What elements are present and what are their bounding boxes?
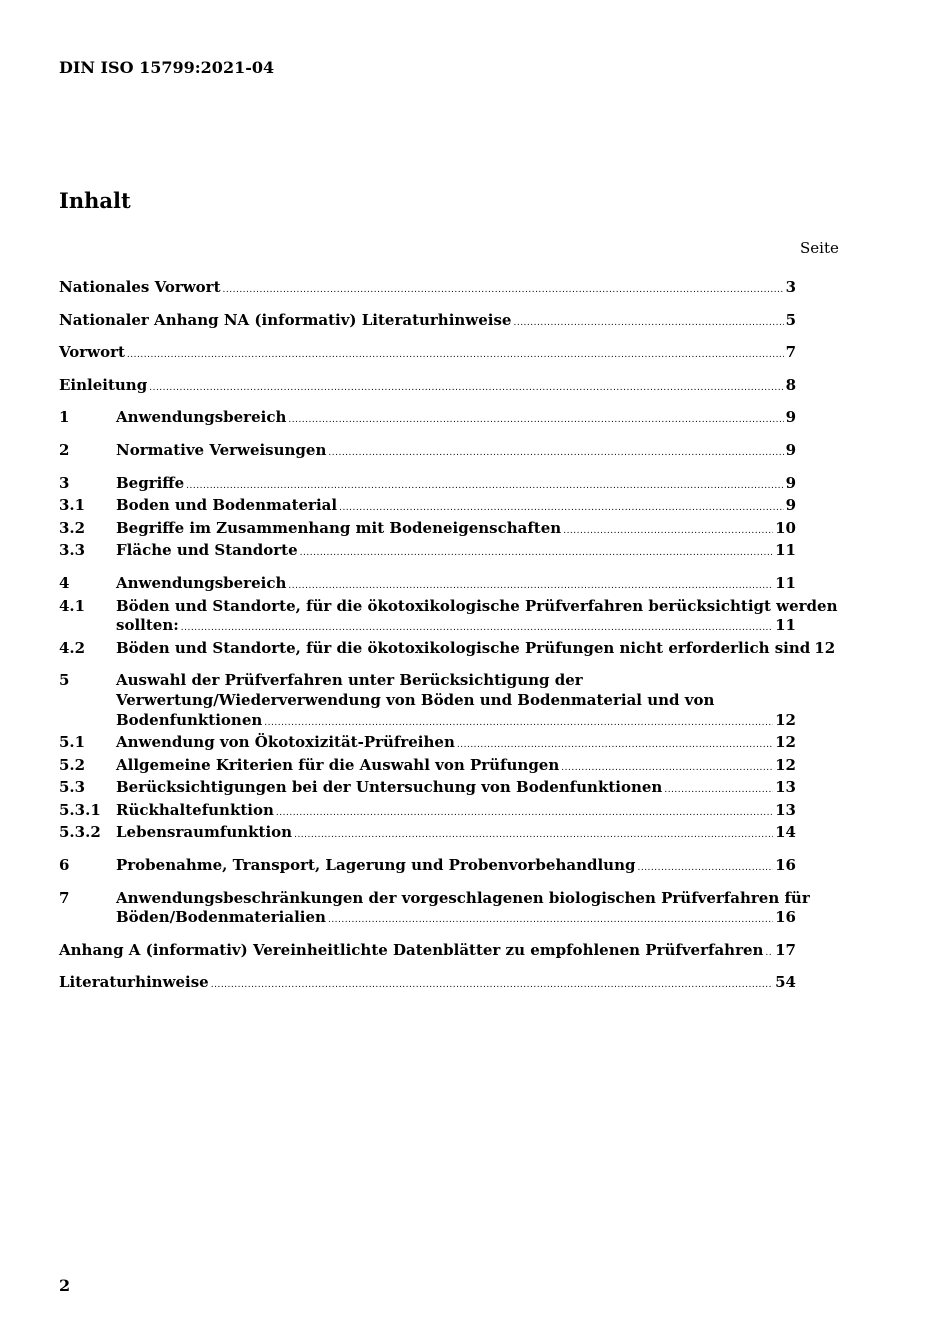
toc-entry-title: Literaturhinweise <box>59 973 209 992</box>
toc-entry-title: Berücksichtigungen bei der Untersuchung von Bodenfunktionen <box>116 778 663 797</box>
toc-entry[interactable] <box>59 733 796 756</box>
toc-entry-title: Vorwort <box>59 343 125 362</box>
toc-entry-page: 11 <box>775 616 796 635</box>
toc-entry-number: 3 <box>59 473 70 492</box>
toc-entry-page: 9 <box>785 440 796 459</box>
toc-entry[interactable] <box>59 856 796 879</box>
toc-entry[interactable] <box>59 778 796 801</box>
toc-entry-page: 12 <box>814 638 836 657</box>
dot-leader <box>513 314 783 334</box>
toc-entry-number: 3.1 <box>59 496 86 515</box>
toc-entry[interactable] <box>59 519 796 542</box>
toc-entry-title: Einleitung <box>59 375 148 394</box>
page-number: 2 <box>59 1276 71 1295</box>
toc-entry[interactable] <box>59 801 796 824</box>
toc-entry-title: Probenahme, Transport, Lagerung und Probenvorbehandlung <box>116 856 636 875</box>
toc-entry-title: sollten: <box>116 616 179 635</box>
toc-entry-title: Boden und Bodenmaterial <box>116 496 338 515</box>
toc-entry-page: 16 <box>775 908 796 927</box>
toc-entry-title: Auswahl der Prüfverfahren unter Berücksichtigung der <box>116 671 583 690</box>
dot-leader <box>765 944 773 964</box>
toc-entry-title: Verwertung/Wiederverwendung von Böden und Bodenmaterial und von <box>116 690 715 709</box>
toc-entry-page: 11 <box>775 573 796 592</box>
page-title: Inhalt <box>59 188 131 213</box>
toc-entry-number: 5.3.2 <box>59 823 101 842</box>
toc-entry-title: Böden und Standorte, für die ökotoxikologische Prüfungen nicht erforderlich sind <box>116 638 811 657</box>
toc-entry[interactable] <box>59 311 796 334</box>
toc-entry-number: 5.2 <box>59 755 86 774</box>
toc-entry[interactable] <box>59 638 836 662</box>
toc-entry[interactable] <box>59 541 796 564</box>
toc-entry-page: 14 <box>775 823 796 842</box>
toc-entry-page: 17 <box>775 940 796 959</box>
toc-entry-page: 54 <box>775 973 796 992</box>
toc-entry-number: 4.2 <box>59 638 86 657</box>
toc-entry[interactable] <box>59 496 796 519</box>
toc-entry-number: 5.3.1 <box>59 800 101 819</box>
toc-entry-title: Begriffe <box>116 473 185 492</box>
toc-entry[interactable] <box>59 441 796 464</box>
toc-entry-number: 5.3 <box>59 778 86 797</box>
dot-leader <box>223 281 784 301</box>
toc-entry[interactable] <box>59 671 796 733</box>
toc-entry-title: Anwendungsbereich <box>116 573 287 592</box>
toc-entry-number: 7 <box>59 888 70 907</box>
dot-leader <box>561 759 773 779</box>
toc-entry-page: 8 <box>785 375 796 394</box>
dot-leader <box>288 411 783 431</box>
toc-entry-number: 2 <box>59 440 70 459</box>
toc-entry-title: Nationaler Anhang NA (informativ) Literaturhinweise <box>59 310 512 329</box>
dot-leader <box>328 444 783 464</box>
toc-entry-title: Anwendungsbereich <box>116 408 287 427</box>
toc-entry-title: Nationales Vorwort <box>59 278 221 296</box>
toc-entry-page: 9 <box>785 496 796 515</box>
toc-entry-title: Böden und Standorte, für die ökotoxikologische Prüfverfahren berücksichtigt werden <box>116 596 838 615</box>
toc-entry-title: Lebensraumfunktion <box>116 823 293 842</box>
toc-entry-page: 7 <box>785 343 796 362</box>
page-column-label: Seite <box>800 239 839 257</box>
toc-entry[interactable] <box>59 343 796 366</box>
dot-leader <box>276 804 773 824</box>
toc-entry[interactable] <box>59 596 838 639</box>
toc-entry[interactable] <box>59 973 796 996</box>
dot-leader <box>127 346 784 366</box>
toc-entry-number: 1 <box>59 408 70 427</box>
toc-entry-number: 3.2 <box>59 518 86 537</box>
toc-entry[interactable] <box>59 941 796 964</box>
toc-entry-title: Böden/Bodenmaterialien <box>116 908 326 927</box>
toc-entry[interactable] <box>59 474 796 497</box>
toc-entry-title: Anwendung von Ökotoxizität-Prüfreihen <box>116 733 455 752</box>
toc-entry-title: Fläche und Standorte <box>116 541 298 560</box>
dot-leader <box>264 714 773 734</box>
toc-entry-page: 13 <box>775 778 796 797</box>
toc-entry[interactable] <box>59 278 796 301</box>
toc-entry-title: Allgemeine Kriterien für die Auswahl von Prüfungen <box>116 755 560 774</box>
dot-leader <box>339 499 783 519</box>
toc-entry-title: Rückhaltefunktion <box>116 800 274 819</box>
toc-entry-page: 16 <box>775 856 796 875</box>
dot-leader <box>563 522 773 542</box>
toc-entry-number: 6 <box>59 856 70 875</box>
toc-entry[interactable] <box>59 756 796 779</box>
toc-entry-page: 12 <box>775 710 796 729</box>
toc-entry-number: 5.1 <box>59 733 86 752</box>
dot-leader <box>637 859 773 879</box>
toc-entry-page: 9 <box>785 473 796 492</box>
toc-entry-title: Normative Verweisungen <box>116 440 327 459</box>
dot-leader <box>664 781 773 801</box>
dot-leader <box>149 379 783 399</box>
toc-entry-page: 9 <box>785 408 796 427</box>
toc-entry-number: 4.1 <box>59 596 86 615</box>
toc-entry-title: Anwendungsbeschränkungen der vorgeschlagenen biologischen Prüfverfahren für <box>116 888 810 907</box>
toc-entry-page: 10 <box>775 518 796 537</box>
toc-entry[interactable] <box>59 823 796 846</box>
toc-entry-page: 11 <box>775 541 796 560</box>
toc-entry-number: 3.3 <box>59 541 86 560</box>
toc-entry-number: 4 <box>59 573 70 592</box>
toc-entry-title: Anhang A (informativ) Vereinheitlichte Datenblätter zu empfohlenen Prüfverfahren <box>59 940 764 959</box>
toc-entry-title: Begriffe im Zusammenhang mit Bodeneigenschaften <box>116 518 562 537</box>
table-of-contents <box>59 278 838 996</box>
dot-leader <box>186 477 783 497</box>
toc-entry-page: 3 <box>785 278 796 296</box>
toc-entry-page: 13 <box>775 800 796 819</box>
toc-entry[interactable] <box>59 408 796 431</box>
toc-entry[interactable] <box>59 376 796 399</box>
dot-leader <box>181 619 773 639</box>
toc-entry-page: 5 <box>785 310 796 329</box>
dot-leader <box>300 544 773 564</box>
dot-leader <box>457 736 773 756</box>
dot-leader <box>211 976 773 996</box>
dot-leader <box>294 826 773 846</box>
toc-entry-page: 12 <box>775 733 796 752</box>
toc-entry[interactable] <box>59 574 796 597</box>
dot-leader <box>288 577 773 597</box>
document-header: DIN ISO 15799:2021-04 <box>59 58 275 77</box>
dot-leader <box>328 911 773 931</box>
toc-entry[interactable] <box>59 888 810 931</box>
toc-entry-page: 12 <box>775 755 796 774</box>
toc-entry-number: 5 <box>59 671 70 690</box>
toc-entry-title: Bodenfunktionen <box>116 710 263 729</box>
